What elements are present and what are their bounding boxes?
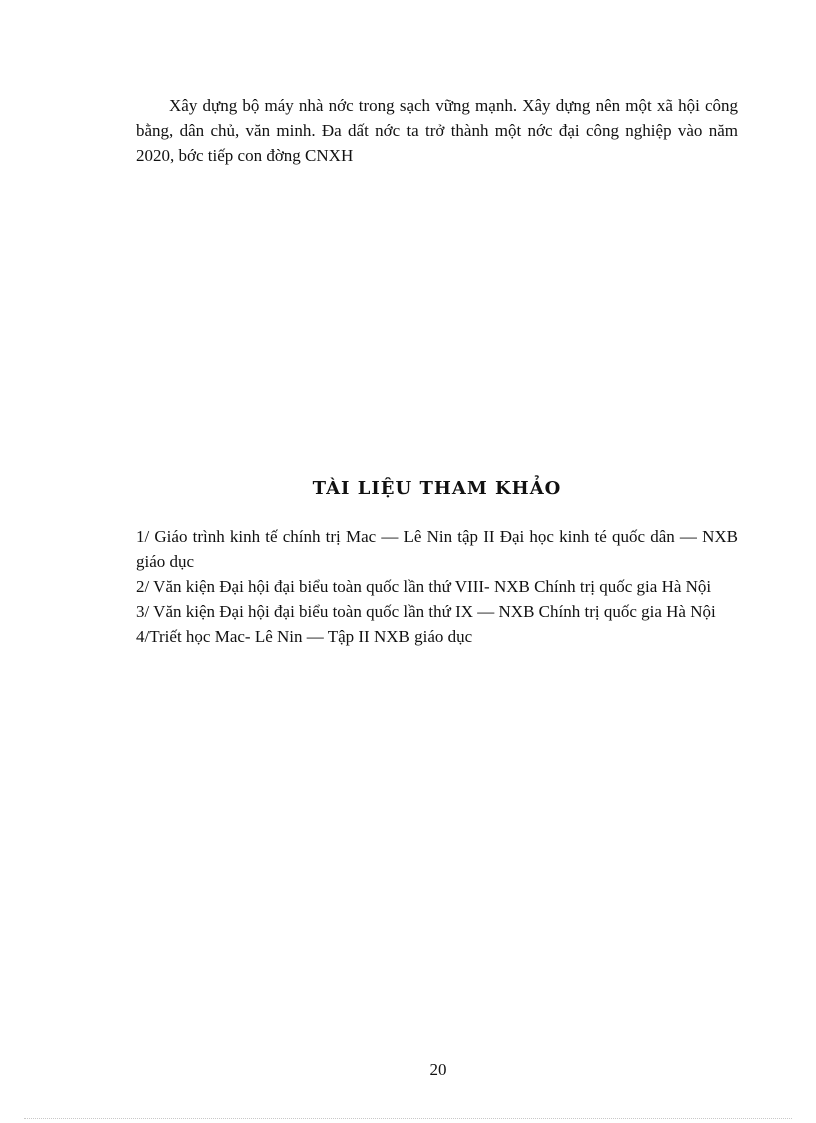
page-bottom-divider (24, 1118, 792, 1119)
references-list (136, 524, 738, 649)
reference-item: 4/Triết học Mac- Lê Nin — Tập II NXB giáo dục (136, 627, 473, 646)
intro-paragraph: Xây dựng bộ máy nhà nớc trong sạch vững mạnh. Xây dựng nên một xã hội công bằng, dân chủ, văn minh. Đa dất nớc ta trở thành một nớc đại công nghiệp vào năm 2020, bớc tiếp con đờng CNXH (136, 96, 738, 165)
reference-item: 1/ Giáo trình kinh tế chính trị Mac — Lê Nin tập II Đại học kinh té quốc dân — NXB giáo dục (136, 527, 738, 571)
page-number: 20 (429, 1060, 447, 1079)
reference-item: 3/ Văn kiện Đại hội đại biểu toàn quốc lần thứ IX — NXB Chính trị quốc gia Hà Nội (136, 602, 716, 621)
reference-item: 2/ Văn kiện Đại hội đại biểu toàn quốc lần thứ VIII- NXB Chính trị quốc gia Hà Nội (136, 577, 712, 596)
references-heading: TÀI LIỆU THAM KHẢO (312, 478, 562, 499)
